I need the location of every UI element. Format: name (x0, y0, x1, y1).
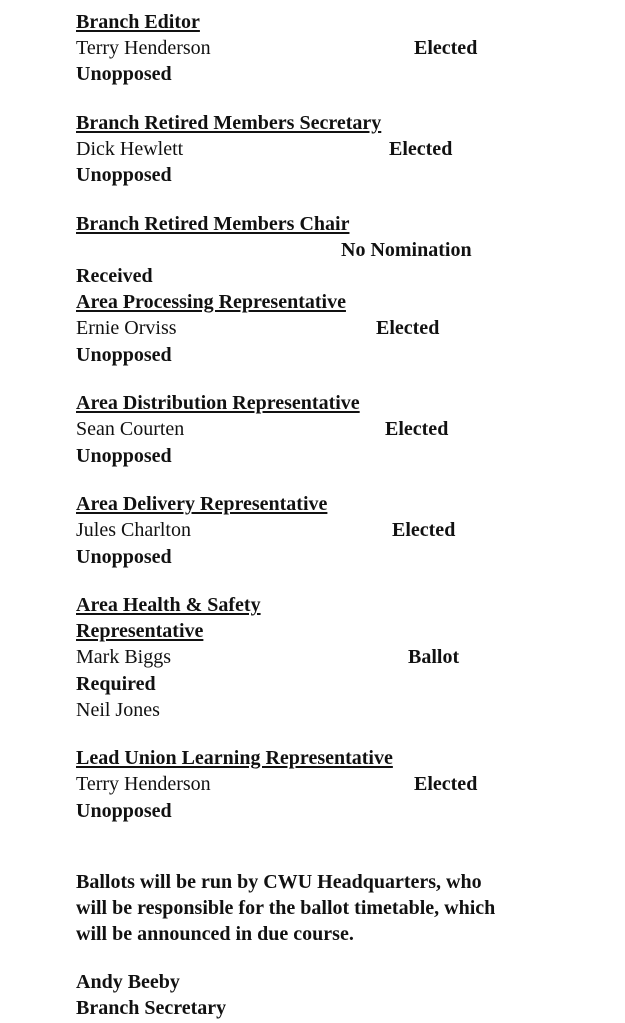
section-title-lead-ulr: Lead Union Learning Representative (76, 747, 393, 769)
result-status: Elected (389, 138, 453, 160)
section-title-area-health-safety: Area Health & Safety (76, 594, 261, 616)
section-title-area-health-safety-cont: Representative (76, 620, 204, 642)
result-status: Elected (392, 519, 456, 541)
result-status: No Nomination (341, 239, 472, 261)
candidate-name: Ernie Orviss (76, 317, 177, 339)
result-status-cont: Unopposed (76, 800, 172, 822)
candidate-name: Terry Henderson (76, 773, 211, 795)
section-title-branch-editor: Branch Editor (76, 11, 200, 33)
candidate-name: Dick Hewlett (76, 138, 184, 160)
candidate-name: Jules Charlton (76, 519, 191, 541)
section-title-area-delivery: Area Delivery Representative (76, 493, 328, 515)
signature-role: Branch Secretary (76, 997, 227, 1019)
ballot-notice-line: Ballots will be run by CWU Headquarters, who (76, 871, 482, 893)
result-status-cont: Unopposed (76, 546, 172, 568)
result-status-cont: Unopposed (76, 63, 172, 85)
result-status: Elected (376, 317, 440, 339)
candidate-name: Mark Biggs (76, 646, 171, 668)
result-status-cont: Unopposed (76, 445, 172, 467)
result-status: Elected (414, 773, 478, 795)
result-status: Elected (414, 37, 478, 59)
section-title-retired-members-chair: Branch Retired Members Chair (76, 213, 350, 235)
result-status-cont: Unopposed (76, 344, 172, 366)
section-title-area-distribution: Area Distribution Representative (76, 392, 360, 414)
result-status-cont: Required (76, 673, 156, 695)
section-title-retired-members-secretary: Branch Retired Members Secretary (76, 112, 382, 134)
candidate-name-2: Neil Jones (76, 699, 160, 721)
result-status: Ballot (408, 646, 460, 668)
result-status-cont: Received (76, 265, 153, 287)
result-status-cont: Unopposed (76, 164, 172, 186)
candidate-name: Sean Courten (76, 418, 185, 440)
ballot-notice-line: will be announced in due course. (76, 923, 354, 945)
ballot-notice-line: will be responsible for the ballot timetable, which (76, 897, 496, 919)
result-status: Elected (385, 418, 449, 440)
signature-name: Andy Beeby (76, 971, 180, 993)
section-title-area-processing: Area Processing Representative (76, 291, 346, 313)
candidate-name: Terry Henderson (76, 37, 211, 59)
